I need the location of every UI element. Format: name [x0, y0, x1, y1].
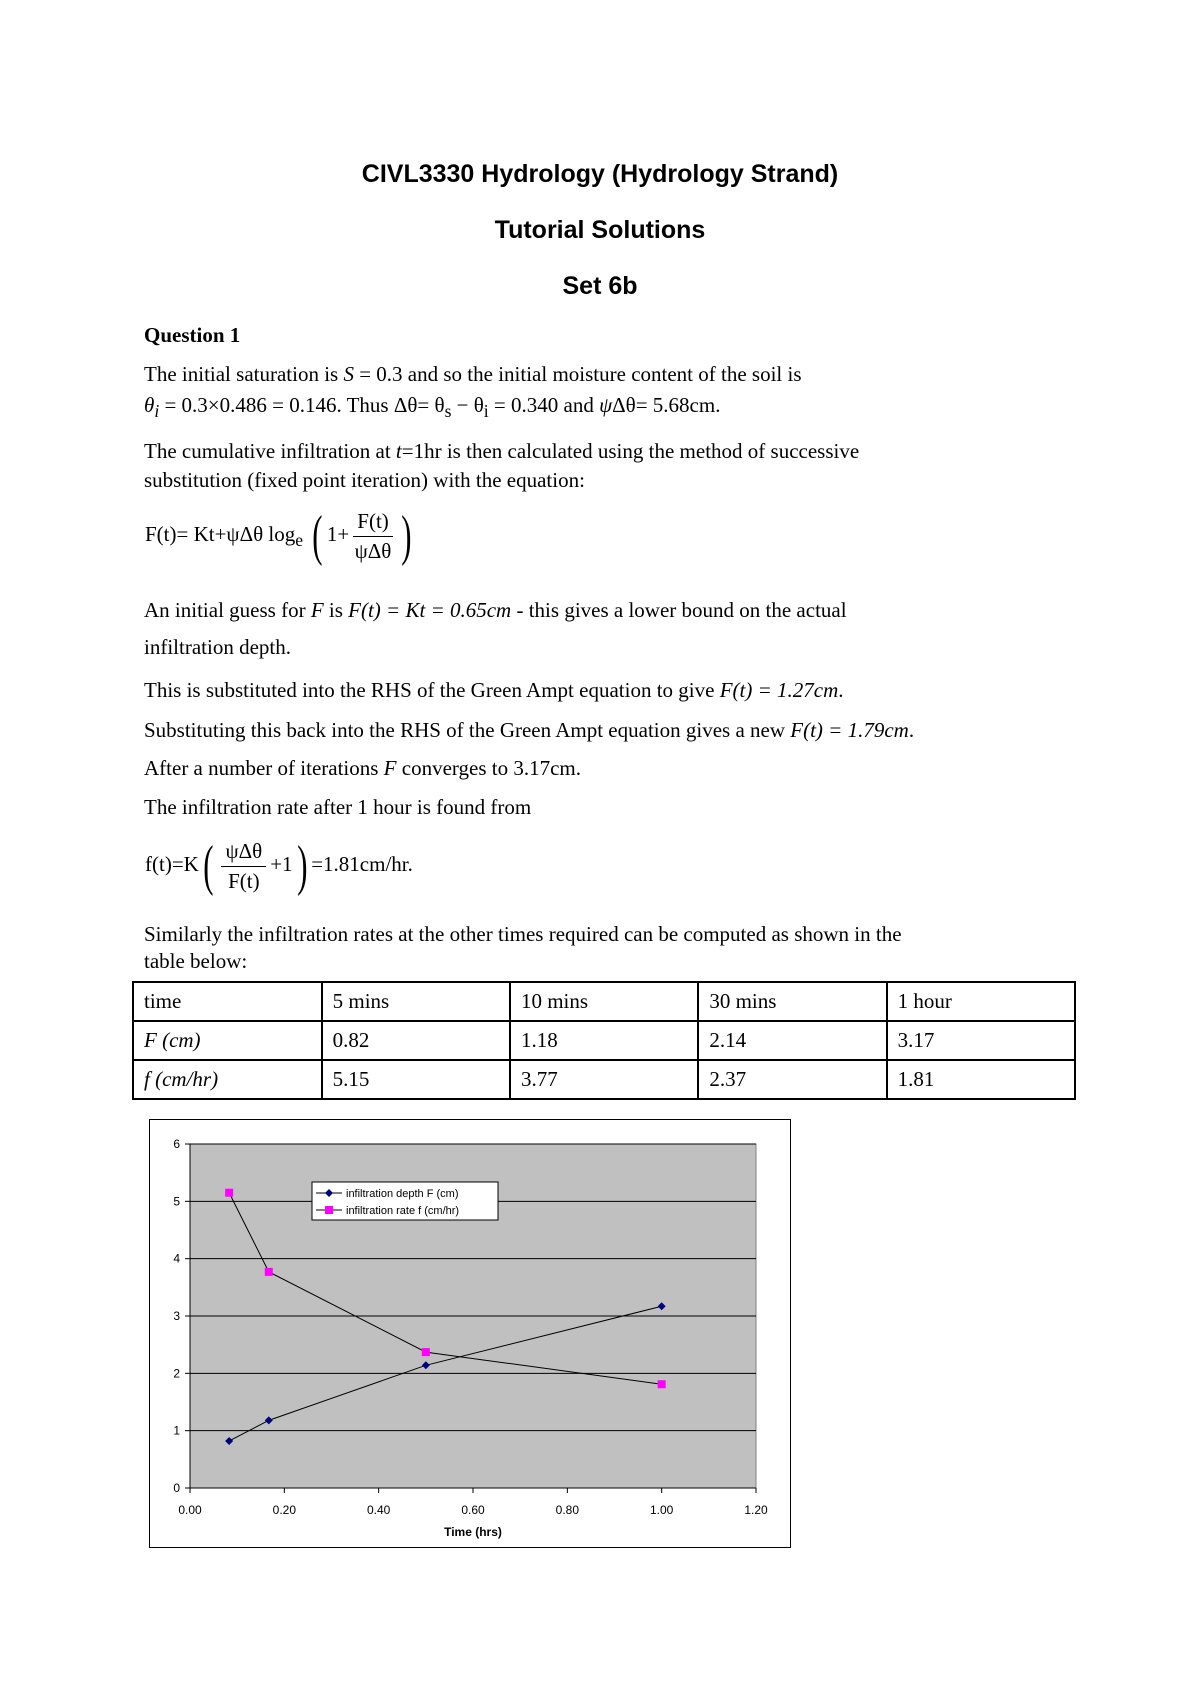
paragraph-line: This is substituted into the RHS of the Green Ampt equation to give F(t) = 1.27cm. [144, 678, 844, 702]
paragraph-line: table below: [144, 949, 248, 973]
paragraph-line: The cumulative infiltration at t=1hr is then calculated using the method of successive [144, 439, 860, 463]
y-tick-label: 1 [173, 1423, 180, 1438]
data-point [658, 1380, 666, 1388]
x-axis-label: Time (hrs) [444, 1525, 502, 1539]
y-tick-label: 0 [173, 1481, 180, 1495]
x-tick-label: 0.80 [555, 1503, 580, 1517]
x-tick-label: 0.00 [178, 1503, 202, 1517]
paragraph-line: substitution (fixed point iteration) with the equation: [144, 468, 585, 492]
paragraph-line: The infiltration rate after 1 hour is found from [144, 795, 532, 819]
table-row [133, 1060, 1075, 1099]
table-cell: 1.18 [510, 1021, 698, 1060]
data-point [225, 1189, 233, 1197]
infiltration-rate-equation: f(t)=K( $\frac{\text{ψΔθ}}{F(t)}$ +1) =1.81cm/hr. [145, 835, 413, 897]
table-cell: 10 mins [510, 982, 698, 1021]
course-title: CIVL3330 Hydrology (Hydrology Strand) [361, 160, 839, 188]
table-cell: 5 mins [322, 982, 510, 1021]
paragraph-line: An initial guess for F is F(t) = Kt = 0.65cm - this gives a lower bound on the actual [144, 598, 847, 622]
y-tick-label: 4 [173, 1251, 180, 1266]
table-cell: 0.82 [322, 1021, 510, 1060]
table-cell: F (cm) [133, 1021, 322, 1060]
question-heading: Question 1 [144, 323, 241, 347]
paragraph-line: The initial saturation is S = 0.3 and so the initial moisture content of the soil is [144, 362, 802, 386]
green-ampt-equation: F(t)= Kt+ψΔθ $\log_e$ ( 1+ $\frac{F(t)}{\text{ψΔθ}}$ ) [145, 505, 412, 567]
table-cell: 2.14 [698, 1021, 886, 1060]
infiltration-table [132, 981, 1076, 1100]
table-cell: 30 mins [698, 982, 886, 1021]
table-cell: 1 hour [887, 982, 1075, 1021]
x-tick-label: 0.20 [272, 1503, 297, 1517]
x-tick-label: 0.60 [461, 1503, 485, 1517]
y-tick-label: 5 [173, 1194, 180, 1209]
x-tick-label: 1.00 [649, 1503, 674, 1517]
y-tick-label: 6 [173, 1137, 180, 1151]
data-point [422, 1348, 430, 1356]
table-cell: 2.37 [698, 1060, 886, 1099]
paragraph-line: After a number of iterations F converges to 3.17cm. [144, 756, 581, 780]
table-row [133, 982, 1075, 1021]
paragraph-line: Similarly the infiltration rates at the other times required can be computed as shown in the [144, 922, 902, 946]
paragraph-line: Substituting this back into the RHS of the Green Ampt equation gives a new F(t) = 1.79cm. [144, 718, 915, 742]
legend-label: infiltration depth F (cm) [346, 1188, 459, 1200]
paragraph-line: infiltration depth. [144, 635, 291, 659]
chart-svg [150, 1120, 790, 1547]
set-number: Set 6b [562, 272, 638, 300]
table-cell: time [133, 982, 322, 1021]
table-cell: 3.77 [510, 1060, 698, 1099]
x-tick-label: 0.40 [366, 1503, 391, 1517]
y-tick-label: 2 [173, 1366, 180, 1381]
table-cell: 5.15 [322, 1060, 510, 1099]
infiltration-chart [149, 1119, 791, 1548]
data-point [265, 1268, 273, 1276]
document-subtitle: Tutorial Solutions [494, 216, 706, 244]
table-cell: f (cm/hr) [133, 1060, 322, 1099]
table-row [133, 1021, 1075, 1060]
table-cell: 3.17 [887, 1021, 1075, 1060]
paragraph-line: $\theta_i = 0.3\times 0.486 = 0.146$. Thus $\Delta\theta= \theta_s - \theta_i = 0.340$ and ψΔθ= 5.68cm. [144, 393, 721, 422]
y-tick-label: 3 [173, 1309, 180, 1323]
legend-marker [325, 1206, 333, 1214]
table-cell: 1.81 [887, 1060, 1075, 1099]
legend-label: infiltration rate f (cm/hr) [346, 1205, 460, 1217]
x-tick-label: 1.20 [744, 1503, 768, 1517]
